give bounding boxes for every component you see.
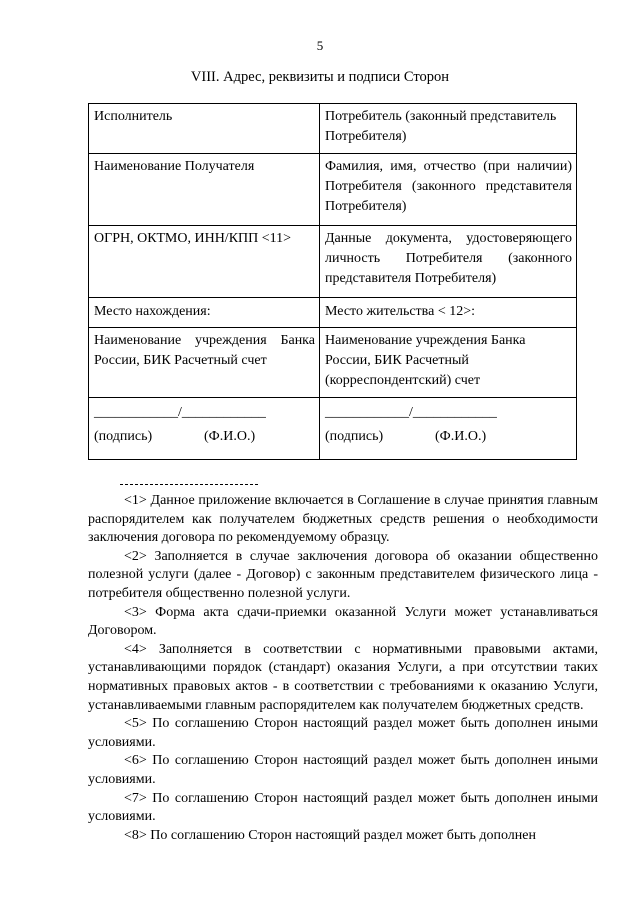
footnote: <1> Данное приложение включается в Соглашение в случае принятия главным распорядителем как получателем бюджетных средств решения о необходимости заключения договора по рекомендуемому образцу. [88,493,598,546]
signature-line: ____________/____________ [325,405,497,420]
footnote: <5> По соглашению Сторон настоящий раздел может быть дополнен иными условиями. [88,716,598,750]
signature-cell-right [320,398,577,460]
page-number: 5 [316,38,324,53]
table-cell: Наименование учреждения Банка России, БИК Расчетный (корреспондентский) счет [320,328,577,398]
footnotes [88,492,598,845]
table-row [89,226,577,298]
footnote: <4> Заполняется в соответствии с нормативными правовыми актами, устанавливающими порядок (стандарт) оказания Услуги, а при отсутствии таких нормативных правовых актов - в соответствии с требованиями к оказанию Услуги, устанавливаемыми главным распорядителем как получателем бюджетных средств. [88,641,598,713]
table-cell: Потребитель (законный представитель Потребителя) [320,104,577,154]
footnote: <8> По соглашению Сторон настоящий раздел может быть дополнен [124,827,536,843]
signature-captions [325,427,572,447]
signature-captions [94,427,315,447]
table-row [89,104,577,154]
table-cell: Исполнитель [89,104,320,154]
table-cell: Данные документа, удостоверяющего личность Потребителя (законного представителя Потребителя) [320,226,577,298]
footnote: <3> Форма акта сдачи-приемки оказанной Услуги может устанавливаться Договором. [88,604,598,639]
table-row [89,298,577,328]
footnote: <2> Заполняется в случае заключения договора об оказании общественно полезной услуги (далее - Договор) с законным представителем физического лица - потребителя общественно полезной услуги. [88,548,598,601]
table-cell: ОГРН, ОКТМО, ИНН/КПП <11> [89,226,320,298]
footnote: <6> По соглашению Сторон настоящий раздел может быть дополнен иными условиями. [88,753,598,787]
table-cell: Фамилия, имя, отчество (при наличии) Потребителя (законного представителя Потребителя) [320,154,577,226]
signature-line: ____________/____________ [94,405,266,420]
footnote: <7> По соглашению Сторон настоящий раздел может быть дополнен иными условиями. [88,790,598,825]
table-row [89,154,577,226]
table-cell: Наименование учреждения Банка России, БИК Расчетный счет [89,328,320,398]
name-caption: (Ф.И.О.) [204,429,256,444]
table-cell: Место нахождения: [89,298,320,328]
section-title: VIII. Адрес, реквизиты и подписи Сторон [190,69,450,85]
signature-caption: (подпись) [94,429,153,444]
table-cell: Место жительства < 12>: [320,298,577,328]
signature-row [89,398,577,460]
table-cell: Наименование Получателя [89,154,320,226]
footnote-divider [120,484,258,485]
signature-caption: (подпись) [325,429,384,444]
name-caption: (Ф.И.О.) [435,429,487,444]
table-row [89,328,577,398]
requisites-table [88,103,577,460]
signature-cell-left [89,398,320,460]
